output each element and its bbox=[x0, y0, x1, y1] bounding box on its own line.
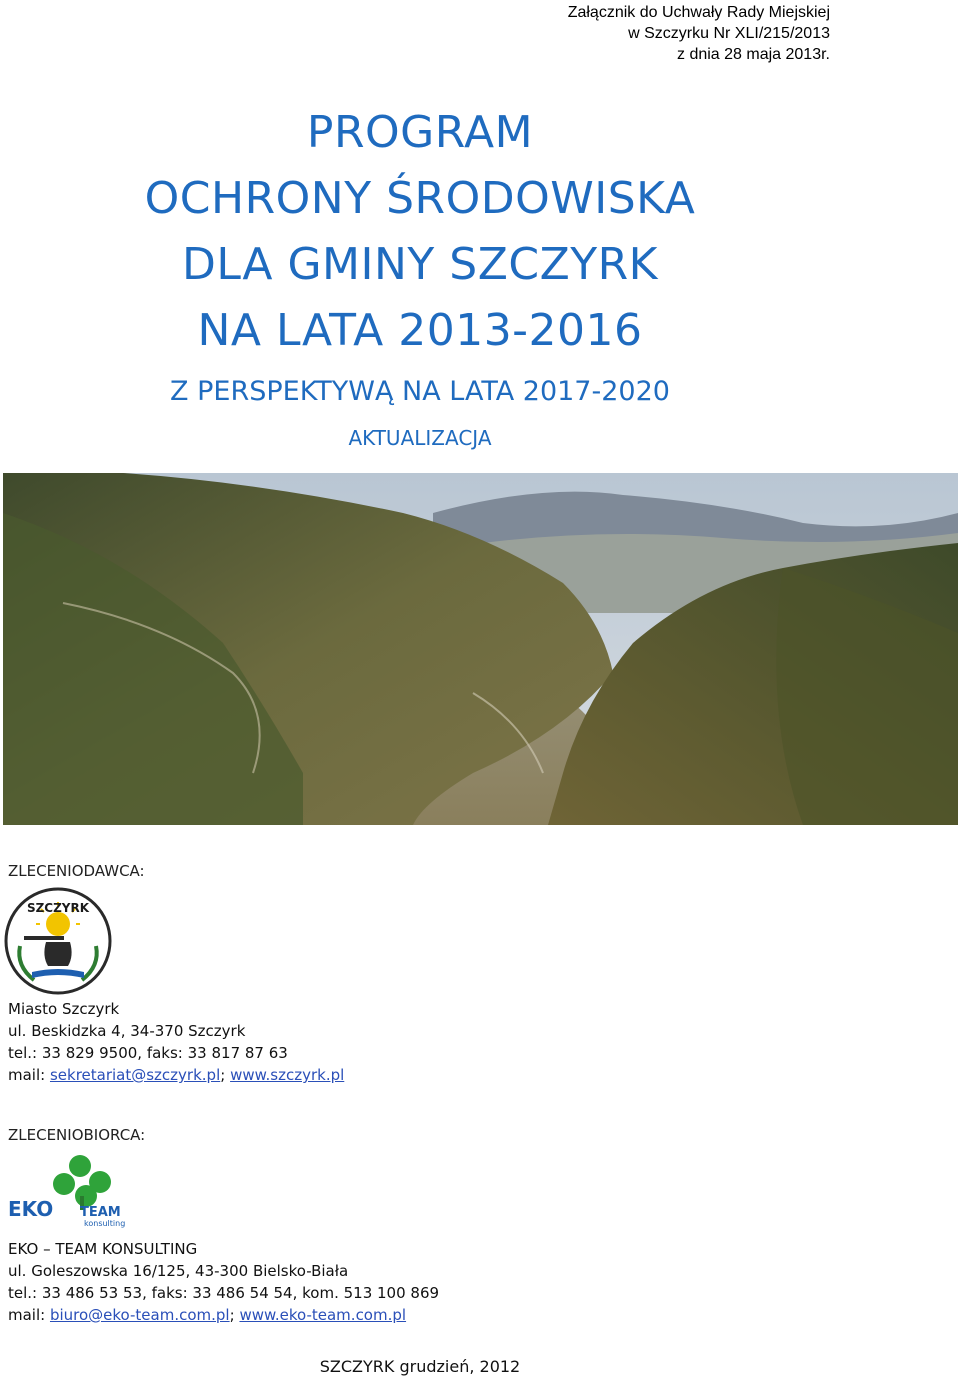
resolution-line-2: w Szczyrku Nr XLI/215/2013 bbox=[628, 25, 830, 42]
title-line-perspektywa: Z PERSPEKTYWĄ NA LATA 2017-2020 bbox=[170, 376, 670, 407]
clover-icon bbox=[53, 1155, 111, 1210]
logo-konsulting-text: konsulting bbox=[84, 1219, 126, 1228]
contractor-website-link[interactable]: www.szczyrk.pl bbox=[230, 1066, 345, 1084]
contractee-mail-prefix: mail: bbox=[8, 1306, 50, 1324]
title-line-program: PROGRAM bbox=[306, 107, 534, 158]
contractee-website-link[interactable]: www.eko-team.com.pl bbox=[239, 1306, 407, 1324]
footer-place-date: SZCZYRK grudzień, 2012 bbox=[319, 1357, 521, 1376]
contractee-label: ZLECENIOBIORCA: bbox=[8, 1126, 146, 1144]
resolution-line-1: Załącznik do Uchwały Rady Miejskiej bbox=[567, 4, 830, 21]
aerial-valley-photo bbox=[3, 473, 958, 825]
contractor-mail-line bbox=[8, 1064, 344, 1086]
title-line-ochrony: OCHRONY ŚRODOWISKA bbox=[144, 173, 696, 224]
contractee-address: ul. Goleszowska 16/125, 43-300 Bielsko-Biała bbox=[8, 1262, 349, 1280]
eko-team-logo bbox=[8, 1152, 138, 1232]
logo-team-text: TEAM bbox=[80, 1205, 121, 1220]
logo-szczyrk-text: SZCZYRK bbox=[26, 901, 90, 915]
title-line-gmina: DLA GMINY SZCZYRK bbox=[181, 239, 659, 290]
contractee-phone: tel.: 33 486 53 53, faks: 33 486 54 54, kom. 513 100 869 bbox=[8, 1284, 440, 1302]
contractee-block bbox=[8, 1124, 439, 1326]
title-line-lata: NA LATA 2013-2016 bbox=[197, 305, 643, 356]
logo-eko-text: EKO bbox=[8, 1197, 54, 1221]
resolution-line-3: z dnia 28 maja 2013r. bbox=[677, 46, 830, 63]
contractor-phone: tel.: 33 829 9500, faks: 33 817 87 63 bbox=[8, 1044, 288, 1062]
contractor-email-link[interactable]: sekretariat@szczyrk.pl bbox=[49, 1066, 221, 1084]
contractee-name: EKO – TEAM KONSULTING bbox=[8, 1240, 198, 1258]
contractor-name: Miasto Szczyrk bbox=[8, 1000, 120, 1018]
contractee-separator: ; bbox=[229, 1306, 240, 1324]
contractor-label: ZLECENIODAWCA: bbox=[8, 862, 145, 880]
document-title bbox=[0, 100, 840, 452]
contractor-block bbox=[8, 860, 344, 1086]
szczyrk-coat-of-arms-logo bbox=[2, 886, 114, 996]
contractee-mail-line bbox=[8, 1304, 439, 1326]
resolution-note bbox=[430, 2, 830, 65]
title-line-aktualizacja: AKTUALIZACJA bbox=[348, 426, 492, 450]
contractor-separator: ; bbox=[220, 1066, 231, 1084]
contractor-mail-prefix: mail: bbox=[8, 1066, 50, 1084]
contractee-email-link[interactable]: biuro@eko-team.com.pl bbox=[49, 1306, 230, 1324]
contractor-address: ul. Beskidzka 4, 34-370 Szczyrk bbox=[8, 1022, 246, 1040]
